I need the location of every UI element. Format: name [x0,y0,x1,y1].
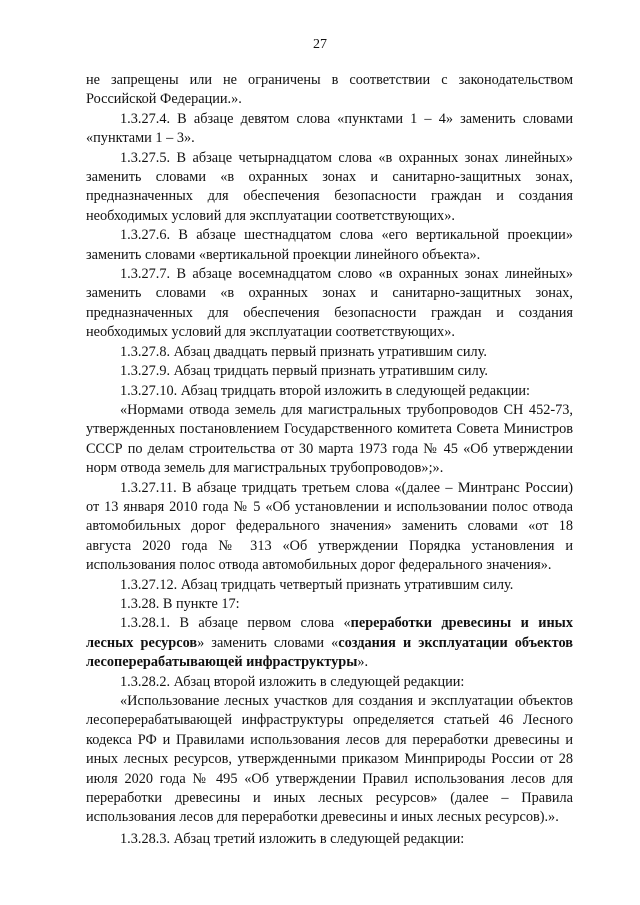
paragraph-continuation: не запрещены или не ограничены в соответствии с законодательством Российской Федерации.». [86,72,573,108]
paragraph-1-3-27-6: 1.3.27.6. В абзаце шестнадцатом слова «его вертикальной проекции» заменить словами «вертикальной проекции линейного объекта». [86,227,573,263]
paragraph-1-3-27-12: 1.3.27.12. Абзац тридцать четвертый признать утратившим силу. [120,576,514,593]
page-number: 27 [313,37,327,52]
text-fragment: ». [357,654,369,671]
document-body [86,71,573,849]
paragraph-1-3-27-5: 1.3.27.5. В абзаце четырнадцатом слова «в охранных зонах линейных» заменить словами «в охранных зонах и санитарно-защитных зонах, предназначенных для обеспечения безопасности граждан и создания необходимых условий для эксплуатации соответствующих». [86,149,573,224]
paragraph-1-3-27-8: 1.3.27.8. Абзац двадцать первый признать утратившим силу. [120,343,487,360]
paragraph-1-3-28: 1.3.28. В пункте 17: [120,595,240,612]
paragraph-1-3-27-7: 1.3.27.7. В абзаце восемнадцатом слово «в охранных зонах линейных» заменить словами «в охранных зонах и санитарно-защитных зонах, предназначенных для обеспечения безопасности граждан и создания необходимых условий для эксплуатации соответствующих». [86,266,573,341]
paragraph-1-3-27-9: 1.3.27.9. Абзац тридцать первый признать утратившим силу. [120,363,489,380]
paragraph-1-3-28-3: 1.3.28.3. Абзац третий изложить в следующей редакции: [120,830,465,847]
quoted-forest-use-paragraph: «Использование лесных участков для создания и эксплуатации объектов лесоперерабатывающей инфраструктуры определяется статьей 46 Лесного кодекса РФ и Правилами использования лесов для переработки древесины и иных лесных ресурсов, утвержденными приказом Минприроды России от 28 июля 2020 года № 495 «Об утверждении Правил использования лесов для переработки древесины и иных лесных ресурсов» (далее – Правила использования лесов для переработки древесины и иных лесных ресурсов).». [86,693,573,826]
paragraph-1-3-28-2: 1.3.28.2. Абзац второй изложить в следующей редакции: [120,673,465,690]
paragraph-1-3-27-4: 1.3.27.4. В абзаце девятом слова «пунктами 1 – 4» заменить словами «пунктами 1 – 3». [86,110,573,147]
bold-fragment: создания и эксплуатации объектов лесоперерабатывающей инфраструктуры [86,634,573,671]
bold-fragment: переработки древесины и иных лесных ресурсов [86,615,573,651]
text-fragment: » заменить словами « [197,634,339,651]
paragraph-1-3-27-11: 1.3.27.11. В абзаце тридцать третьем слова «(далее – Минтранс России) от 13 января 2010 года № 5 «Об установлении и использовании полос отвода автомобильных дорог федерального значения» заменить словами «от 18 августа 2020 года № 313 «Об утверждении Порядка установления и использования полос отвода автомобильных дорог федерального значения». [86,479,573,574]
quoted-norms-paragraph: «Нормами отвода земель для магистральных трубопроводов СН 452-73, утвержденных постановлением Государственного комитета Совета Министров СССР по делам строительства от 30 марта 1973 года № 45 «Об утверждении норм отвода земель для магистральных трубопроводов»;». [86,401,573,477]
paragraph-1-3-27-10: 1.3.27.10. Абзац тридцать второй изложить в следующей редакции: [120,382,530,399]
paragraph-1-3-28-1 [86,614,573,672]
text-fragment: 1.3.28.1. В абзаце первом слова « [120,615,351,632]
